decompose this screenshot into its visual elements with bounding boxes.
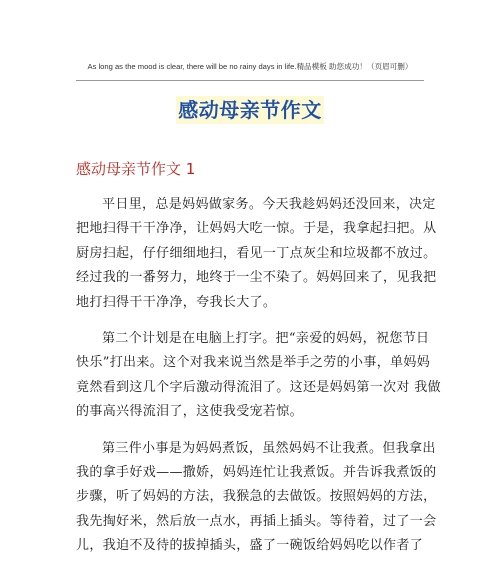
page-header: As long as the mood is clear, there will be no rainy days in life.精品模板 助您成功！（页眉可删） [87, 62, 413, 71]
paragraph-3 [76, 437, 437, 559]
section-heading: 感动母亲节作文 1 [76, 160, 196, 178]
text-line: 竟然看到这几个字后激动得流泪了。这还是妈妈第一次对 我做 [76, 379, 441, 395]
text-line: 第二个计划是在电脑上打字。把“亲爱的妈妈，祝您节日 [102, 330, 430, 346]
header-divider [76, 80, 424, 81]
text-line: 步骤，听了妈妈的方法，我猴急的去做饭。按照妈妈的方法， [76, 489, 437, 505]
text-line: 地打扫得干干净净，夸我长大了。 [76, 294, 277, 310]
document-title-wrapper [0, 96, 500, 124]
text-line: 经过我的一番努力，地终于一尘不染了。妈妈回来了，见我把 [76, 270, 437, 286]
text-line: 平日里，总是妈妈做家务。今天我趁妈妈还没回来，决定 [102, 197, 436, 212]
text-line: 把地扫得干干净净，让妈妈大吃一惊。于是，我拿起扫把。从 [76, 221, 437, 237]
text-line: 我的拿手好戏——撒娇，妈妈连忙让我煮饭。并告诉我煮饭的 [76, 464, 437, 480]
text-line: 儿，我迫不及待的拔掉插头，盛了一碗饭给妈妈吃以作者了 [76, 538, 424, 554]
text-line: 我先掏好米，然后放一点水，再插上插头。等待着，过了一会 [76, 513, 437, 529]
document-title: 感动母亲节作文 [178, 98, 322, 122]
text-line: 快乐”打出来。这个对我来说当然是举手之劳的小事，单妈妈 [76, 355, 431, 371]
body-text [76, 193, 441, 566]
paragraph-1 [76, 193, 437, 315]
text-line: 厨房扫起，仔仔细细地扫，看见一丁点灰尘和垃圾都不放过。 [76, 245, 437, 261]
text-line: 第三件小事是为妈妈煮饭，虽然妈妈不让我煮。但我拿出 [102, 440, 436, 456]
text-line: 的事高兴得流泪了，这使我受宠若惊。 [76, 404, 303, 420]
paragraph-2 [76, 327, 441, 425]
